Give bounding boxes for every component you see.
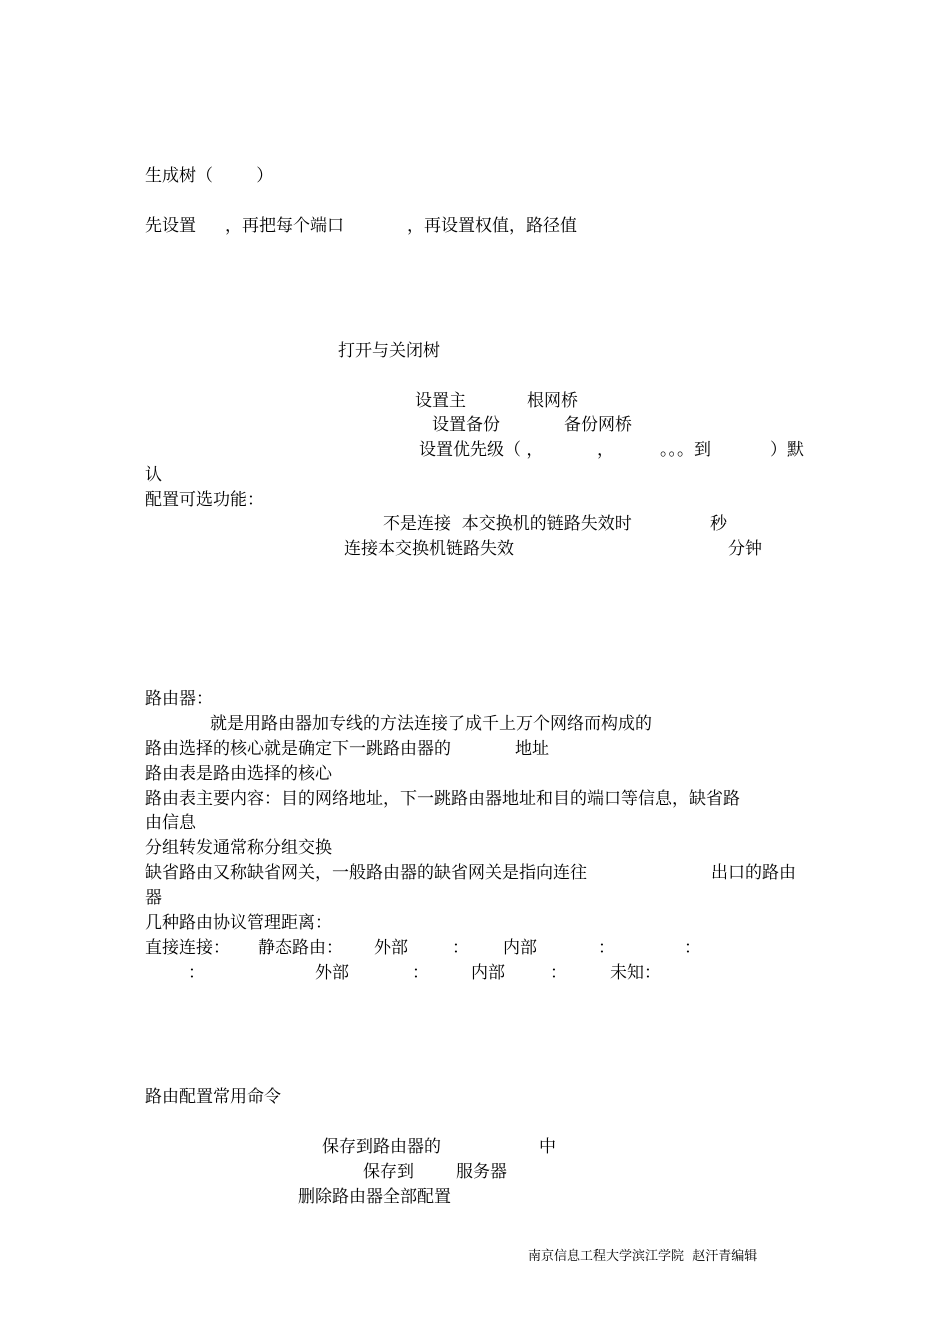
ad2-colon-1: ： xyxy=(412,963,429,983)
default-route-1: 缺省路由又称缺省网关，一般路由器的缺省网关是指向连往 xyxy=(145,863,587,883)
default-route-wrap: 器 xyxy=(145,888,162,908)
ad-direct: 直接连接： xyxy=(145,938,230,958)
erase-all-config: 删除路由器全部配置 xyxy=(298,1187,451,1207)
optional-features: 配置可选功能： xyxy=(145,490,264,510)
ad2-colon-2: ： xyxy=(550,963,567,983)
admin-distance-title: 几种路由协议管理距离： xyxy=(145,913,332,933)
ad2-colon-0: ： xyxy=(188,963,205,983)
routing-core-1: 路由选择的核心就是确定下一跳路由器的 xyxy=(145,739,451,759)
uplink-fail-2: 秒 xyxy=(710,514,727,534)
ad-external-1: 外部 xyxy=(374,938,408,958)
set-backup-1: 设置备份 xyxy=(432,415,500,435)
save-tftp-2: 服务器 xyxy=(456,1162,507,1182)
save-router-1: 保存到路由器的 xyxy=(322,1137,441,1157)
ad2-external: 外部 xyxy=(315,963,349,983)
ad-colon-1: ： xyxy=(452,938,469,958)
routing-table-core: 路由表是路由选择的核心 xyxy=(145,764,332,784)
ad-internal-1: 内部 xyxy=(503,938,537,958)
priority-4: ）默 xyxy=(770,440,804,460)
routing-core-2: 地址 xyxy=(515,739,549,759)
ad-colon-2: ： xyxy=(598,938,615,958)
save-router-2: 中 xyxy=(539,1137,556,1157)
open-close-tree: 打开与关闭树 xyxy=(338,341,440,361)
priority-1: 设置优先级（ ， xyxy=(419,440,544,460)
packet-switching: 分组转发通常称分组交换 xyxy=(145,838,332,858)
routing-table-content: 路由表主要内容：目的网络地址，下一跳路由器地址和目的端口等信息，缺省路 xyxy=(145,789,740,809)
default-route-2: 出口的路由 xyxy=(711,863,796,883)
stp-setup-text-2: ，再把每个端口 xyxy=(225,216,344,236)
link-fail-1: 连接本交换机链路失效 xyxy=(344,539,514,559)
priority-3: 。。。到 xyxy=(660,440,711,460)
stp-setup-text-1: 先设置 xyxy=(145,216,196,236)
stp-title: 生成树（ ） xyxy=(145,166,274,186)
priority-2: ， xyxy=(597,440,614,460)
uplink-fail-1: 不是连接 本交换机的链路失效时 xyxy=(383,514,632,534)
page-footer: 南京信息工程大学滨江学院 赵汗青编辑 xyxy=(528,1249,758,1264)
router-title: 路由器： xyxy=(145,689,213,709)
routing-table-content-wrap: 由信息 xyxy=(145,813,196,833)
priority-wrap: 认 xyxy=(145,465,162,485)
link-fail-2: 分钟 xyxy=(728,539,762,559)
set-root-2: 根网桥 xyxy=(527,391,578,411)
ad-colon-3: ： xyxy=(684,938,701,958)
stp-setup-text-3: ，再设置权值，路径值 xyxy=(407,216,577,236)
ad2-unknown: 未知： xyxy=(610,963,661,983)
router-definition: 就是用路由器加专线的方法连接了成千上万个网络而构成的 xyxy=(210,714,652,734)
ad2-internal: 内部 xyxy=(471,963,505,983)
router-commands-title: 路由配置常用命令 xyxy=(145,1087,281,1107)
save-tftp-1: 保存到 xyxy=(363,1162,414,1182)
set-backup-2: 备份网桥 xyxy=(564,415,632,435)
set-root-1: 设置主 xyxy=(415,391,466,411)
ad-static: 静态路由： xyxy=(258,938,343,958)
